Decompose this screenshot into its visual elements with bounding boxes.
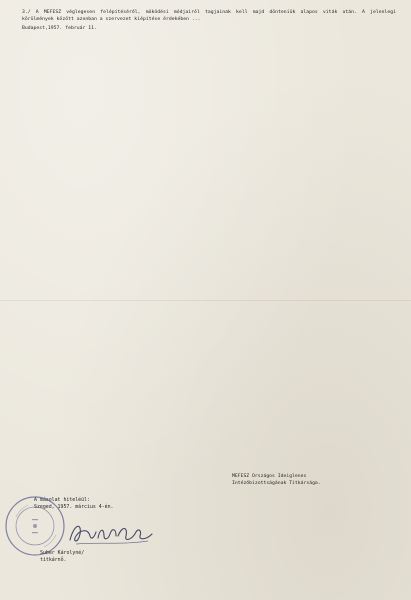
signoff-block (232, 474, 402, 487)
document-body (22, 10, 399, 32)
date-line: Budapest,1957. február 11. (22, 25, 97, 31)
handwritten-signature-icon (66, 518, 156, 548)
paper-fold-line (0, 300, 411, 301)
signoff-line-1: MEFESZ Országos Ideiglenes (232, 474, 307, 479)
round-stamp-icon (4, 495, 66, 557)
paragraph-1: 3./ A MEFESZ véglegesen felépítéséről, működési módjairól tagjainak kell majd dönteniük alapos viták után. A jelenlegi körülmények között azonban a szervezet kiépítése érdekében ... (22, 10, 399, 22)
signoff-line-2: Intézőbizottságának Titkársága. (232, 480, 321, 486)
attestation-line-1: A másolat hiteléül: (34, 497, 90, 503)
attestation-line-2: Szeged, 1957. március 4-én. (34, 504, 114, 510)
signer-title: titkárnő. (40, 557, 67, 563)
signer-name: Suber Károlyné/ (40, 550, 85, 556)
signer-block (40, 550, 84, 564)
